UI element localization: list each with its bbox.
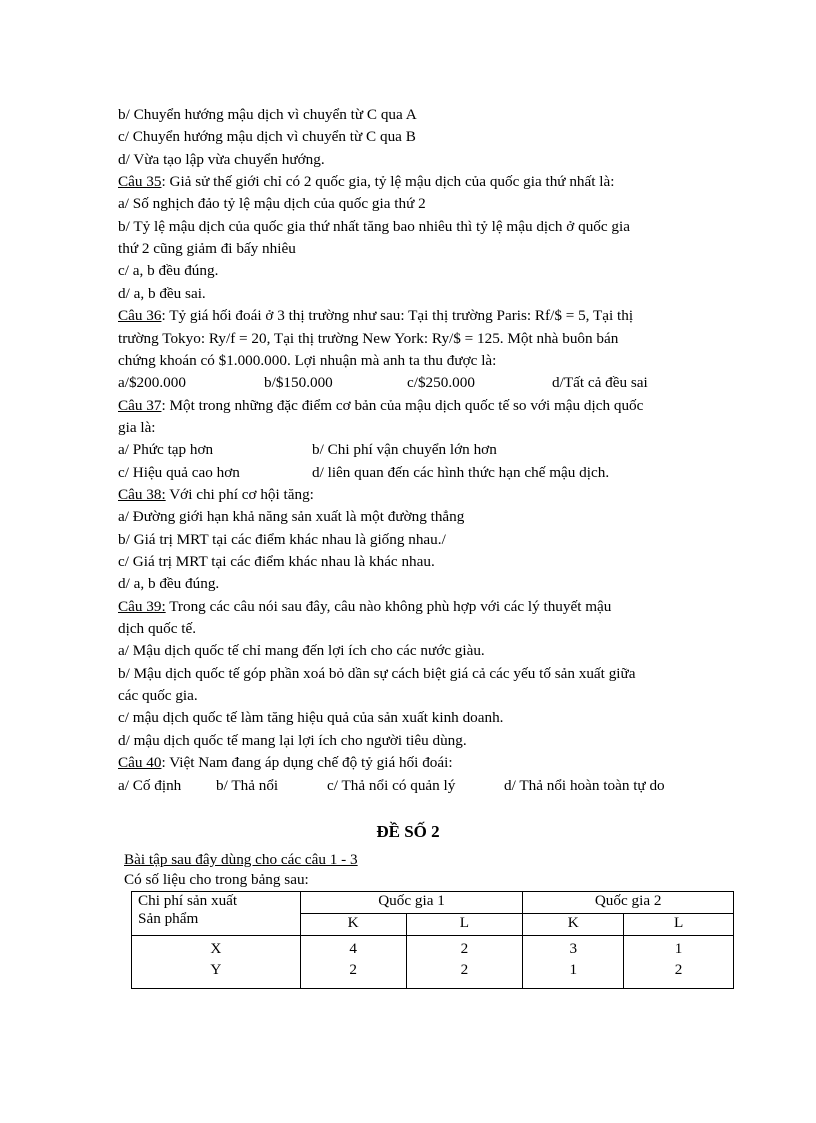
line-text: d/ Vừa tạo lập vừa chuyển hướng. xyxy=(118,151,325,168)
answer-option: a/ Cố định xyxy=(118,777,182,794)
cost-table xyxy=(131,891,734,989)
text-line xyxy=(118,284,206,304)
value-cell: 2 xyxy=(624,961,734,989)
answer-option: c/ Hiệu quả cao hơn xyxy=(118,464,240,481)
table-corner-cell xyxy=(132,892,301,936)
text-line xyxy=(118,239,296,259)
line-text: d/ a, b đều đúng. xyxy=(118,575,220,592)
line-text: b/ Chuyển hướng mậu dịch vì chuyển từ C qua A xyxy=(118,106,417,123)
answer-option: b/ Chi phí vận chuyển lớn hơn xyxy=(312,441,497,458)
answer-option: a/$200.000 xyxy=(118,374,186,391)
text-line xyxy=(118,664,635,684)
value-cell: 2 xyxy=(406,961,523,989)
table-row xyxy=(132,961,734,989)
line-text: trường Tokyo: Ry/f = 20, Tại thị trường New York: Ry/$ = 125. Một nhà buôn bán xyxy=(118,330,619,347)
answer-option: b/ Thả nổi xyxy=(216,777,279,794)
sub-header-l1: L xyxy=(406,914,523,936)
text-line xyxy=(118,127,416,147)
line-text: chứng khoán có $1.000.000. Lợi nhuận mà anh ta thu được là: xyxy=(118,352,497,369)
question-number: Câu 40 xyxy=(118,754,162,771)
value-cell: 4 xyxy=(300,936,406,962)
product-cell: X xyxy=(132,936,301,962)
question-line xyxy=(118,396,643,416)
answer-option: c/$250.000 xyxy=(407,374,475,391)
question-number: Câu 39: xyxy=(118,598,166,615)
text-line xyxy=(118,507,464,527)
text-line xyxy=(118,708,503,728)
line-text: c/ Chuyển hướng mậu dịch vì chuyển từ C qua B xyxy=(118,128,416,145)
corner-top-label: Chi phí sản xuất xyxy=(138,892,238,909)
text-line xyxy=(118,641,485,661)
table-row xyxy=(132,936,734,962)
text-line xyxy=(118,105,417,125)
line-text: các quốc gia. xyxy=(118,687,198,704)
line-text: b/ Mậu dịch quốc tế góp phần xoá bỏ dần sự cách biệt giá cả các yếu tố sản xuất giữa xyxy=(118,665,636,682)
country2-header: Quốc gia 2 xyxy=(523,892,734,914)
text-line xyxy=(118,194,426,214)
line-text: dịch quốc tế. xyxy=(118,620,197,637)
text-line xyxy=(118,619,196,639)
text-line xyxy=(118,150,325,170)
country1-header: Quốc gia 1 xyxy=(300,892,523,914)
sub-header-k1: K xyxy=(300,914,406,936)
line-text: : Giả sử thế giới chỉ có 2 quốc gia, tỷ lệ mậu dịch của quốc gia thứ nhất là: xyxy=(161,173,615,190)
answer-option: d/ liên quan đến các hình thức hạn chế mậu dịch. xyxy=(312,464,610,481)
line-text: a/ Mậu dịch quốc tế chỉ mang đến lợi ích cho các nước giàu. xyxy=(118,642,485,659)
text-line xyxy=(118,731,467,751)
question-number: Câu 35 xyxy=(118,173,162,190)
question-number: Câu 37 xyxy=(118,397,162,414)
text-line xyxy=(118,351,496,371)
text-line xyxy=(118,217,630,237)
text-line xyxy=(118,552,435,572)
line-text: thứ 2 cũng giảm đi bấy nhiêu xyxy=(118,240,296,257)
question-line xyxy=(118,597,611,617)
value-cell: 2 xyxy=(406,936,523,962)
text-line xyxy=(118,329,618,349)
value-cell: 3 xyxy=(523,936,624,962)
line-text: c/ Giá trị MRT tại các điểm khác nhau là khác nhau. xyxy=(118,553,435,570)
sub-header-k2: K xyxy=(523,914,624,936)
line-text: Với chi phí cơ hội tăng: xyxy=(165,486,314,503)
value-cell: 1 xyxy=(624,936,734,962)
text-line xyxy=(118,261,218,281)
question-number: Câu 36 xyxy=(118,307,162,324)
answer-option: c/ Thả nổi có quản lý xyxy=(327,777,456,794)
question-line xyxy=(118,485,314,505)
text-line xyxy=(118,574,219,594)
line-text: d/ a, b đều sai. xyxy=(118,285,206,302)
line-text: : Tỷ giá hối đoái ở 3 thị trường như sau: Tại thị trường Paris: Rf/$ = 5, Tại thị xyxy=(161,307,634,324)
corner-bottom-label: Sản phẩm xyxy=(138,910,199,927)
section-title: ĐỀ SỐ 2 xyxy=(376,822,440,841)
text-line xyxy=(118,686,198,706)
line-text: d/ mậu dịch quốc tế mang lại lợi ích cho người tiêu dùng. xyxy=(118,732,467,749)
answer-option: a/ Phức tạp hơn xyxy=(118,441,214,458)
question-line xyxy=(118,753,453,773)
question-number: Câu 38: xyxy=(118,486,166,503)
sub-header-l2: L xyxy=(624,914,734,936)
question-line xyxy=(118,306,633,326)
line-text: a/ Số nghịch đảo tỷ lệ mậu dịch của quốc gia thứ 2 xyxy=(118,195,426,212)
answer-option: b/$150.000 xyxy=(264,374,333,391)
product-cell: Y xyxy=(132,961,301,989)
value-cell: 1 xyxy=(523,961,624,989)
line-text: : Việt Nam đang áp dụng chế độ tỷ giá hối đoái: xyxy=(161,754,453,771)
line-text: b/ Giá trị MRT tại các điểm khác nhau là giống nhau./ xyxy=(118,531,446,548)
line-text: b/ Tỷ lệ mậu dịch của quốc gia thứ nhất tăng bao nhiêu thì tỷ lệ mậu dịch ở quốc gia xyxy=(118,218,630,235)
value-cell: 2 xyxy=(300,961,406,989)
question-line xyxy=(118,172,614,192)
line-text: : Một trong những đặc điểm cơ bản của mậu dịch quốc tế so với mậu dịch quốc xyxy=(161,397,644,414)
line-text: a/ Đường giới hạn khả năng sản xuất là một đường thẳng xyxy=(118,508,465,525)
exercise-note: Bài tập sau đây dùng cho các câu 1 - 3 xyxy=(124,851,358,868)
table-intro: Có số liệu cho trong bảng sau: xyxy=(124,871,309,888)
text-line xyxy=(118,530,446,550)
line-text: c/ mậu dịch quốc tế làm tăng hiệu quả của sản xuất kinh doanh. xyxy=(118,709,504,726)
answer-option: d/ Thả nổi hoàn toàn tự do xyxy=(504,777,665,794)
answer-option: d/Tất cả đều sai xyxy=(552,374,648,391)
line-text: Trong các câu nói sau đây, câu nào không phù hợp với các lý thuyết mậu xyxy=(165,598,612,615)
line-text: gia là: xyxy=(118,419,156,436)
line-text: c/ a, b đều đúng. xyxy=(118,262,219,279)
text-line xyxy=(118,418,156,438)
